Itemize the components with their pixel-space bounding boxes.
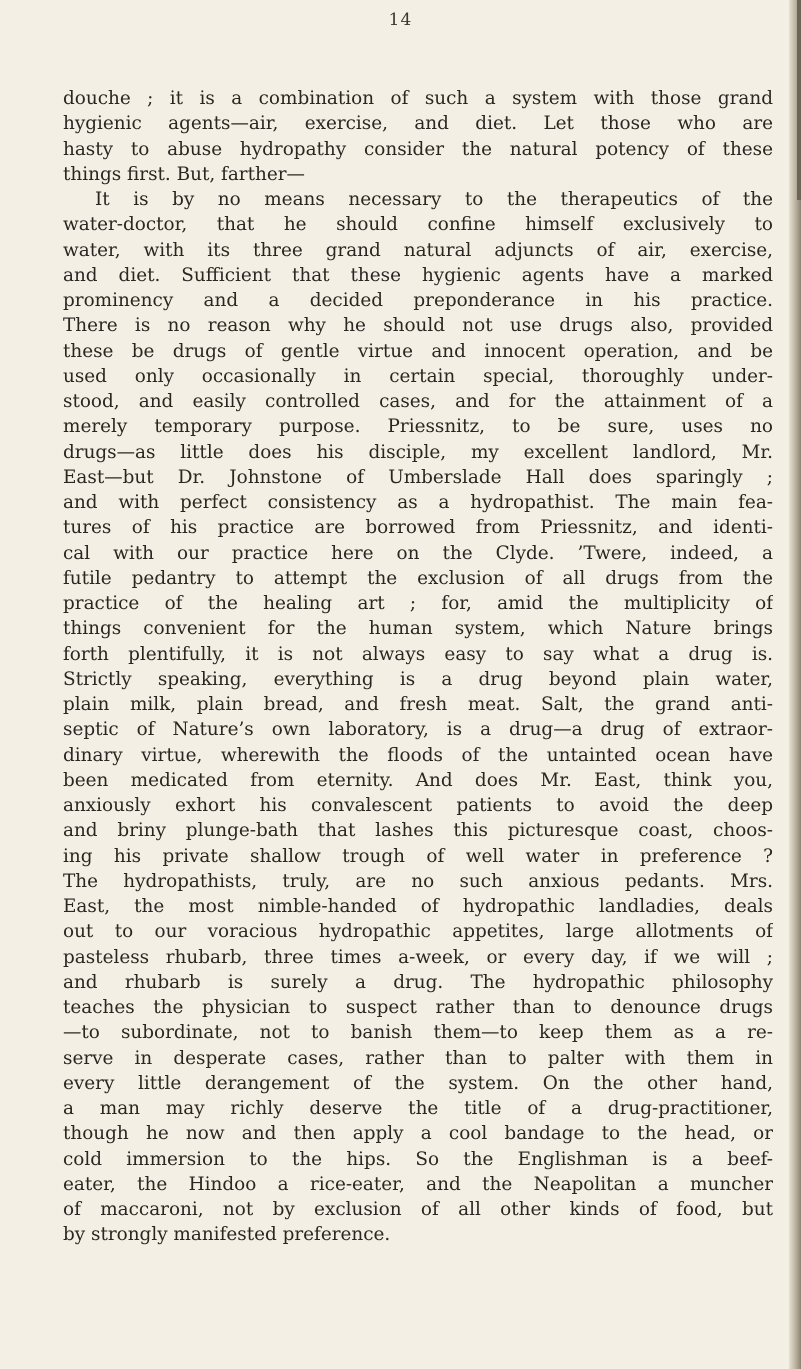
- text-line: The hydropathists, truly, are no such anxious pedants. Mrs.: [63, 870, 773, 892]
- text-line: things convenient for the human system, which Nature brings: [63, 618, 773, 640]
- text-line: Strictly speaking, everything is a drug beyond plain water,: [63, 668, 773, 690]
- text-line: prominency and a decided preponderance in his practice.: [63, 290, 773, 311]
- text-line: hasty to abuse hydropathy consider the natural potency of these: [63, 138, 773, 160]
- text-line: and diet. Sufficient that these hygienic agents have a marked: [63, 264, 773, 286]
- text-line: forth plentifully, it is not always easy to say what a drug is.: [63, 643, 773, 665]
- text-line: eater, the Hindoo a rice-eater, and the Neapolitan a muncher: [63, 1173, 773, 1195]
- text-line: dinary virtue, wherewith the floods of the untainted ocean have: [63, 744, 773, 766]
- text-line: practice of the healing art ; for, amid the multiplicity of: [63, 593, 773, 614]
- text-line: water-doctor, that he should confine himself exclusively to: [63, 214, 773, 236]
- text-line: East—but Dr. Johnstone of Umberslade Hall does sparingly ;: [63, 466, 773, 488]
- text-line: cal with our practice here on the Clyde. ’Twere, indeed, a: [63, 542, 773, 564]
- page-edge-dark: [797, 0, 801, 200]
- text-line: by strongly manifested preference.: [63, 1224, 391, 1246]
- text-line: a man may richly deserve the title of a drug-practitioner,: [63, 1098, 773, 1119]
- text-line: plain milk, plain bread, and fresh meat. Salt, the grand anti-: [63, 694, 773, 715]
- text-line: douche ; it is a combination of such a system with those grand: [63, 88, 773, 109]
- text-line: cold immersion to the hips. So the Englishman is a beef-: [63, 1148, 773, 1170]
- text-line: though he now and then apply a cool bandage to the head, or: [63, 1123, 773, 1145]
- text-line: There is no reason why he should not use drugs also, provided: [63, 315, 773, 337]
- body-text: [63, 86, 773, 1248]
- text-line: teaches the physician to suspect rather than to denounce drugs: [63, 997, 773, 1018]
- text-line: out to our voracious hydropathic appetites, large allotments of: [63, 921, 773, 943]
- text-line: water, with its three grand natural adjuncts of air, exercise,: [63, 239, 773, 261]
- text-line: and briny plunge-bath that lashes this picturesque coast, choos-: [63, 820, 773, 842]
- text-line: —to subordinate, not to banish them—to keep them as a re-: [63, 1022, 773, 1044]
- text-line: It is by no means necessary to the therapeutics of the: [95, 189, 773, 210]
- text-line: tures of his practice are borrowed from Priessnitz, and identi-: [63, 517, 773, 539]
- text-line: septic of Nature’s own laboratory, is a drug—a drug of extraor-: [63, 719, 773, 741]
- text-line: every little derangement of the system. On the other hand,: [63, 1072, 773, 1094]
- text-line: merely temporary purpose. Priessnitz, to be sure, uses no: [63, 416, 773, 438]
- text-line: ing his private shallow trough of well water in preference ?: [63, 845, 773, 867]
- text-line: East, the most nimble-handed of hydropathic landladies, deals: [63, 896, 773, 917]
- text-line: pasteless rhubarb, three times a-week, or every day, if we will ;: [63, 946, 773, 968]
- text-line: futile pedantry to attempt the exclusion of all drugs from the: [63, 567, 773, 589]
- text-line: these be drugs of gentle virtue and innocent operation, and be: [63, 340, 773, 362]
- text-line: and rhubarb is surely a drug. The hydropathic philosophy: [63, 971, 773, 993]
- page-number: 14: [388, 10, 413, 30]
- text-line: of maccaroni, not by exclusion of all other kinds of food, but: [63, 1199, 773, 1220]
- text-line: things first. But, farther—: [63, 163, 305, 185]
- text-line: and with perfect consistency as a hydropathist. The main fea-: [63, 492, 773, 513]
- text-line: used only occasionally in certain special, thoroughly under-: [63, 365, 773, 387]
- text-line: serve in desperate cases, rather than to palter with them in: [63, 1047, 773, 1069]
- text-line: drugs—as little does his disciple, my excellent landlord, Mr.: [63, 441, 773, 463]
- text-line: been medicated from eternity. And does Mr. East, think you,: [63, 769, 773, 791]
- text-line: anxiously exhort his convalescent patients to avoid the deep: [63, 795, 773, 816]
- text-line: hygienic agents—air, exercise, and diet. Let those who are: [63, 113, 773, 135]
- page-edge-shadow: [789, 0, 801, 1369]
- text-line: stood, and easily controlled cases, and for the attainment of a: [63, 391, 773, 412]
